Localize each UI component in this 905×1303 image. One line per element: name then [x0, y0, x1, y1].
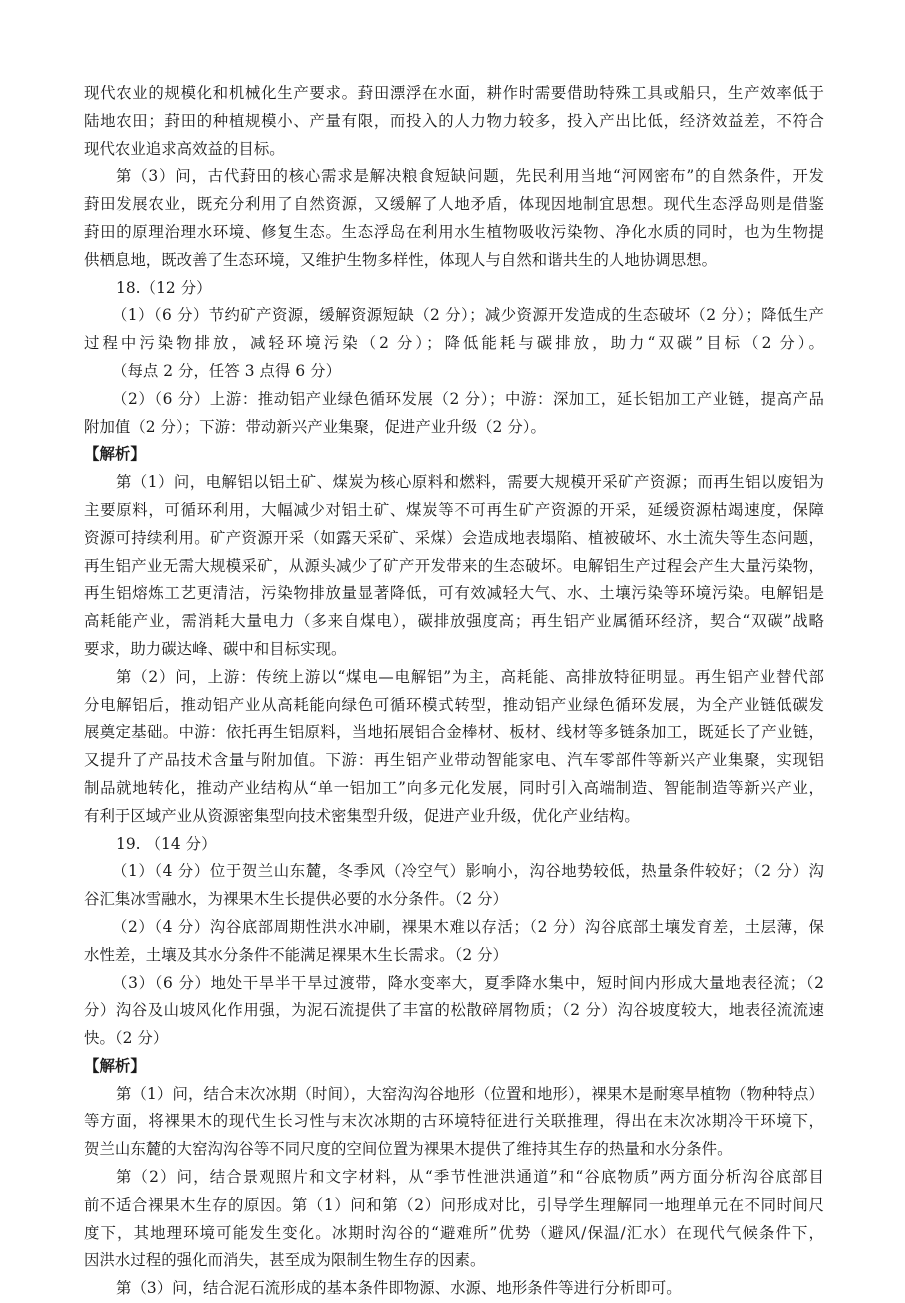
- answer-line: 水性差，土壤及其水分条件不能满足裸果木生长需求。（2 分）: [84, 945, 508, 964]
- analysis-line: 贺兰山东麓的大窑沟沟谷等不同尺度的空间位置为裸果木提供了维持其生存的热量和水分条件。: [84, 1140, 733, 1159]
- answer-line: 谷汇集冰雪融水，为裸果木生长提供必要的水分条件。（2 分）: [84, 890, 508, 909]
- analysis-line: 要求，助力碳达峰、碳中和目标实现。: [84, 639, 347, 658]
- answer-line: （1）（4 分）位于贺兰山东麓，冬季风（冷空气）影响小，沟谷地势较低，热量条件较好；（2 分）沟: [112, 862, 824, 881]
- text-line: 葑田的原理治理水环境、修复生态。生态浮岛在利用水生植物吸收污染物、净化水质的同时，也为生物提: [84, 222, 824, 241]
- answer-line: （1）（6 分）节约矿产资源，缓解资源短缺（2 分）；减少资源开发造成的生态破坏（2 分）；降低生产: [112, 306, 824, 325]
- text-line: 供栖息地，既改善了生态环境，又维护生物多样性，体现人与自然和谐共生的人地协调思想。: [84, 250, 718, 269]
- analysis-line: 第（1）问，结合末次冰期（时间），大窑沟沟谷地形（位置和地形），裸果木是耐寒旱植物（物种特点）: [116, 1084, 824, 1103]
- answer-line: 附加值（2 分）；下游：带动新兴产业集聚，促进产业升级（2 分）。: [84, 417, 546, 436]
- analysis-line: 前不适合裸果木生存的原因。第（1）问和第（2）问形成对比，引导学生理解同一地理单元在不同时间尺: [84, 1195, 824, 1214]
- analysis-line: 第（2）问，结合景观照片和文字材料，从“季节性泄洪通道”和“谷底物质”两方面分析沟谷底部目: [116, 1168, 824, 1187]
- answer-line: （2）（6 分）上游：推动铝产业绿色循环发展（2 分）；中游：深加工，延长铝加工产业链，提高产品: [112, 389, 824, 408]
- analysis-line: 因洪水过程的强化而消失，甚至成为限制生物生存的因素。: [84, 1251, 486, 1270]
- analysis-line: 制品就地转化，推动产业结构从“单一铝加工”向多元化发展，同时引入高端制造、智能制造等新兴产业，: [84, 778, 824, 797]
- analysis-line: 主要原料，可循环利用，大幅减少对铝土矿、煤炭等不可再生矿产资源的开采，延缓资源枯竭速度，保障: [84, 500, 824, 519]
- answer-line: （每点 2 分，任答 3 点得 6 分）: [112, 361, 342, 380]
- text-line: 现代农业追求高效益的目标。: [84, 139, 285, 158]
- question-number: 18.（12 分）: [116, 278, 212, 297]
- answer-line: 快。（2 分）: [84, 1029, 169, 1048]
- analysis-line: 度下，其地理环境可能发生变化。冰期时沟谷的“避难所”优势（避风/保温/汇水）在现代气候条件下，: [84, 1223, 824, 1242]
- analysis-line: 再生铝熔炼工艺更清洁，污染物排放量显著降低，可有效减轻大气、水、土壤污染等环境污染。电解铝是: [84, 584, 824, 603]
- text-line: 葑田发展农业，既充分利用了自然资源，又缓解了人地矛盾，体现因地制宜思想。现代生态浮岛则是借鉴: [84, 195, 824, 214]
- analysis-line: 再生铝产业无需大规模采矿，从源头减少了矿产开发带来的生态破坏。电解铝生产过程会产生大量污染物，: [84, 556, 824, 575]
- text-line: 现代农业的规模化和机械化生产要求。葑田漂浮在水面，耕作时需要借助特殊工具或船只，生产效率低于: [84, 84, 824, 102]
- analysis-line: 第（2）问，上游：传统上游以“煤电—电解铝”为主，高耗能、高排放特征明显。再生铝产业替代部: [116, 667, 824, 686]
- analysis-line: 分电解铝后，推动铝产业从高耗能向绿色可循环模式转型，推动铝产业绿色循环发展，为全产业链低碳发: [84, 695, 824, 714]
- analysis-line: 第（1）问，电解铝以铝土矿、煤炭为核心原料和燃料，需要大规模开采矿产资源；而再生铝以废铝为: [116, 473, 824, 492]
- analysis-line: 等方面，将裸果木的现代生长习性与末次冰期的古环境特征进行关联推理，得出在末次冰期冷干环境下，: [84, 1112, 824, 1131]
- text-line: 陆地农田；葑田的种植规模小、产量有限，而投入的人力物力较多，投入产出比低，经济效益差，不符合: [84, 111, 824, 130]
- analysis-line: 展奠定基础。中游：依托再生铝原料，当地拓展铝合金棒材、板材、线材等多链条加工，既延长了产业链，: [84, 723, 824, 742]
- analysis-line: 又提升了产品技术含量与附加值。下游：再生铝产业带动智能家电、汽车零部件等新兴产业集聚，实现铝: [84, 751, 824, 770]
- document-page: [84, 80, 824, 1303]
- analysis-line: 有利于区域产业从资源密集型向技术密集型升级，促进产业升级，优化产业结构。: [84, 806, 640, 825]
- analysis-heading: 【解析】: [84, 1056, 146, 1075]
- answer-line: （2）（4 分）沟谷底部周期性洪水冲刷，裸果木难以存活；（2 分）沟谷底部土壤发育差，土层薄，保: [112, 917, 824, 936]
- question-number: 19. （14 分）: [116, 834, 217, 853]
- answer-line: （3）（6 分）地处干旱半干旱过渡带，降水变率大，夏季降水集中，短时间内形成大量地表径流；（2: [112, 973, 824, 992]
- answer-line: 过程中污染物排放，减轻环境污染（2 分）；降低能耗与碳排放，助力“双碳”目标（2 分）。: [84, 334, 824, 353]
- analysis-line: 第（3）问，结合泥石流形成的基本条件即物源、水源、地形条件等进行分析即可。: [116, 1279, 682, 1298]
- analysis-heading: 【解析】: [84, 445, 146, 464]
- answer-line: 分）沟谷及山坡风化作用强，为泥石流提供了丰富的松散碎屑物质；（2 分）沟谷坡度较大，地表径流流速: [84, 1001, 824, 1020]
- analysis-line: 资源可持续利用。矿产资源开采（如露天采矿、采煤）会造成地表塌陷、植被破坏、水土流失等生态问题，: [84, 528, 824, 547]
- text-line: 第（3）问，古代葑田的核心需求是解决粮食短缺问题，先民利用当地“河网密布”的自然条件，开发: [116, 167, 824, 186]
- analysis-line: 高耗能产业，需消耗大量电力（多来自煤电），碳排放强度高；再生铝产业属循环经济，契合“双碳”战略: [84, 612, 824, 631]
